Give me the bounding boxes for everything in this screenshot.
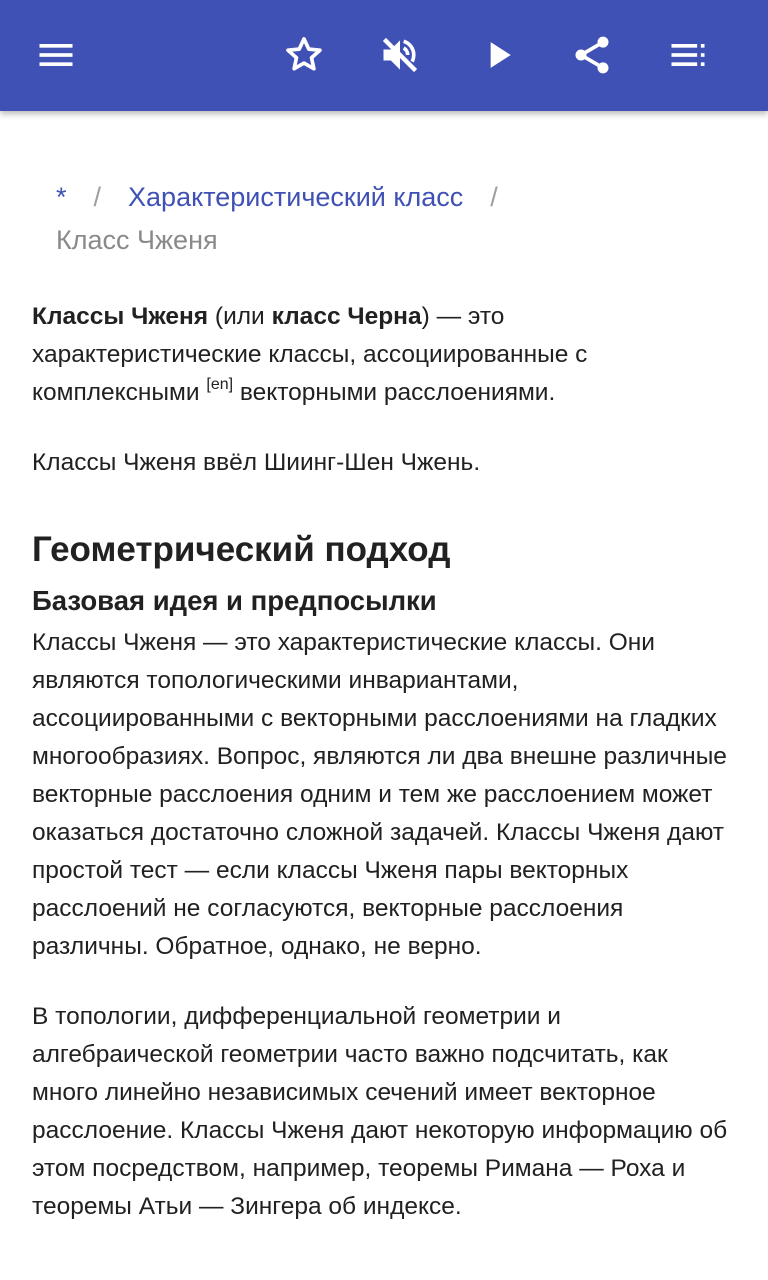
favorite-button[interactable] bbox=[272, 23, 336, 87]
star-outline-icon bbox=[282, 33, 326, 77]
section-heading: Геометрический подход bbox=[32, 530, 451, 569]
volume-off-icon bbox=[378, 33, 422, 77]
paragraph: В топологии, дифференциальной геометрии и алгебраической геометрии часто важно подсчитать, как много линейно независимых сечений имеет векторное расслоение. Классы Чженя дают некоторую информацию об этом посредством, например, теоремы Римана — Роха и теоремы Атьи — Зингера об индексе. bbox=[32, 1003, 728, 1220]
breadcrumb-current: Класс Чженя bbox=[56, 225, 218, 255]
mute-button[interactable] bbox=[368, 23, 432, 87]
intro-text: ) — это характеристические классы, ассоциированные с комплексными bbox=[32, 303, 588, 406]
contents-button[interactable] bbox=[656, 23, 720, 87]
intro-text: (или bbox=[208, 303, 272, 330]
breadcrumb-root-link[interactable]: * bbox=[56, 182, 67, 212]
play-button[interactable] bbox=[466, 23, 530, 87]
intro-paragraph bbox=[32, 298, 738, 412]
interlanguage-link[interactable]: [en] bbox=[206, 376, 234, 393]
play-icon bbox=[476, 33, 520, 77]
paragraph: Классы Чженя — это характеристические классы. Они являются топологическими инвариантами, ассоциированными с векторными расслоениями на гладких многообразиях. Вопрос, являются ли два внешне различные векторные расслоения одним и тем же расслоением может оказаться достаточно сложной задачей. Классы Чженя дают простой тест — если классы Чженя пары векторных расслоений не согласуются, векторные расслоения различны. Обратное, однако, не верно. bbox=[32, 629, 727, 960]
breadcrumb-separator: / bbox=[93, 182, 102, 212]
term-bold: класс Черна bbox=[271, 303, 422, 330]
subsection-heading: Базовая идея и предпосылки bbox=[32, 585, 437, 616]
app-toolbar bbox=[0, 0, 768, 111]
menu-button[interactable] bbox=[24, 23, 88, 87]
term-bold: Классы Чженя bbox=[32, 303, 209, 330]
table-of-contents-icon bbox=[666, 33, 710, 77]
share-icon bbox=[570, 33, 614, 77]
intro-text: векторными расслоениями. bbox=[233, 379, 556, 406]
share-button[interactable] bbox=[560, 23, 624, 87]
breadcrumb bbox=[56, 176, 736, 262]
breadcrumb-parent-link[interactable]: Характеристический класс bbox=[128, 182, 464, 212]
breadcrumb-separator: / bbox=[490, 182, 498, 212]
menu-icon bbox=[34, 33, 78, 77]
article-body bbox=[32, 298, 738, 1258]
paragraph: Классы Чженя ввёл Шиинг-Шен Чжень. bbox=[32, 449, 481, 476]
